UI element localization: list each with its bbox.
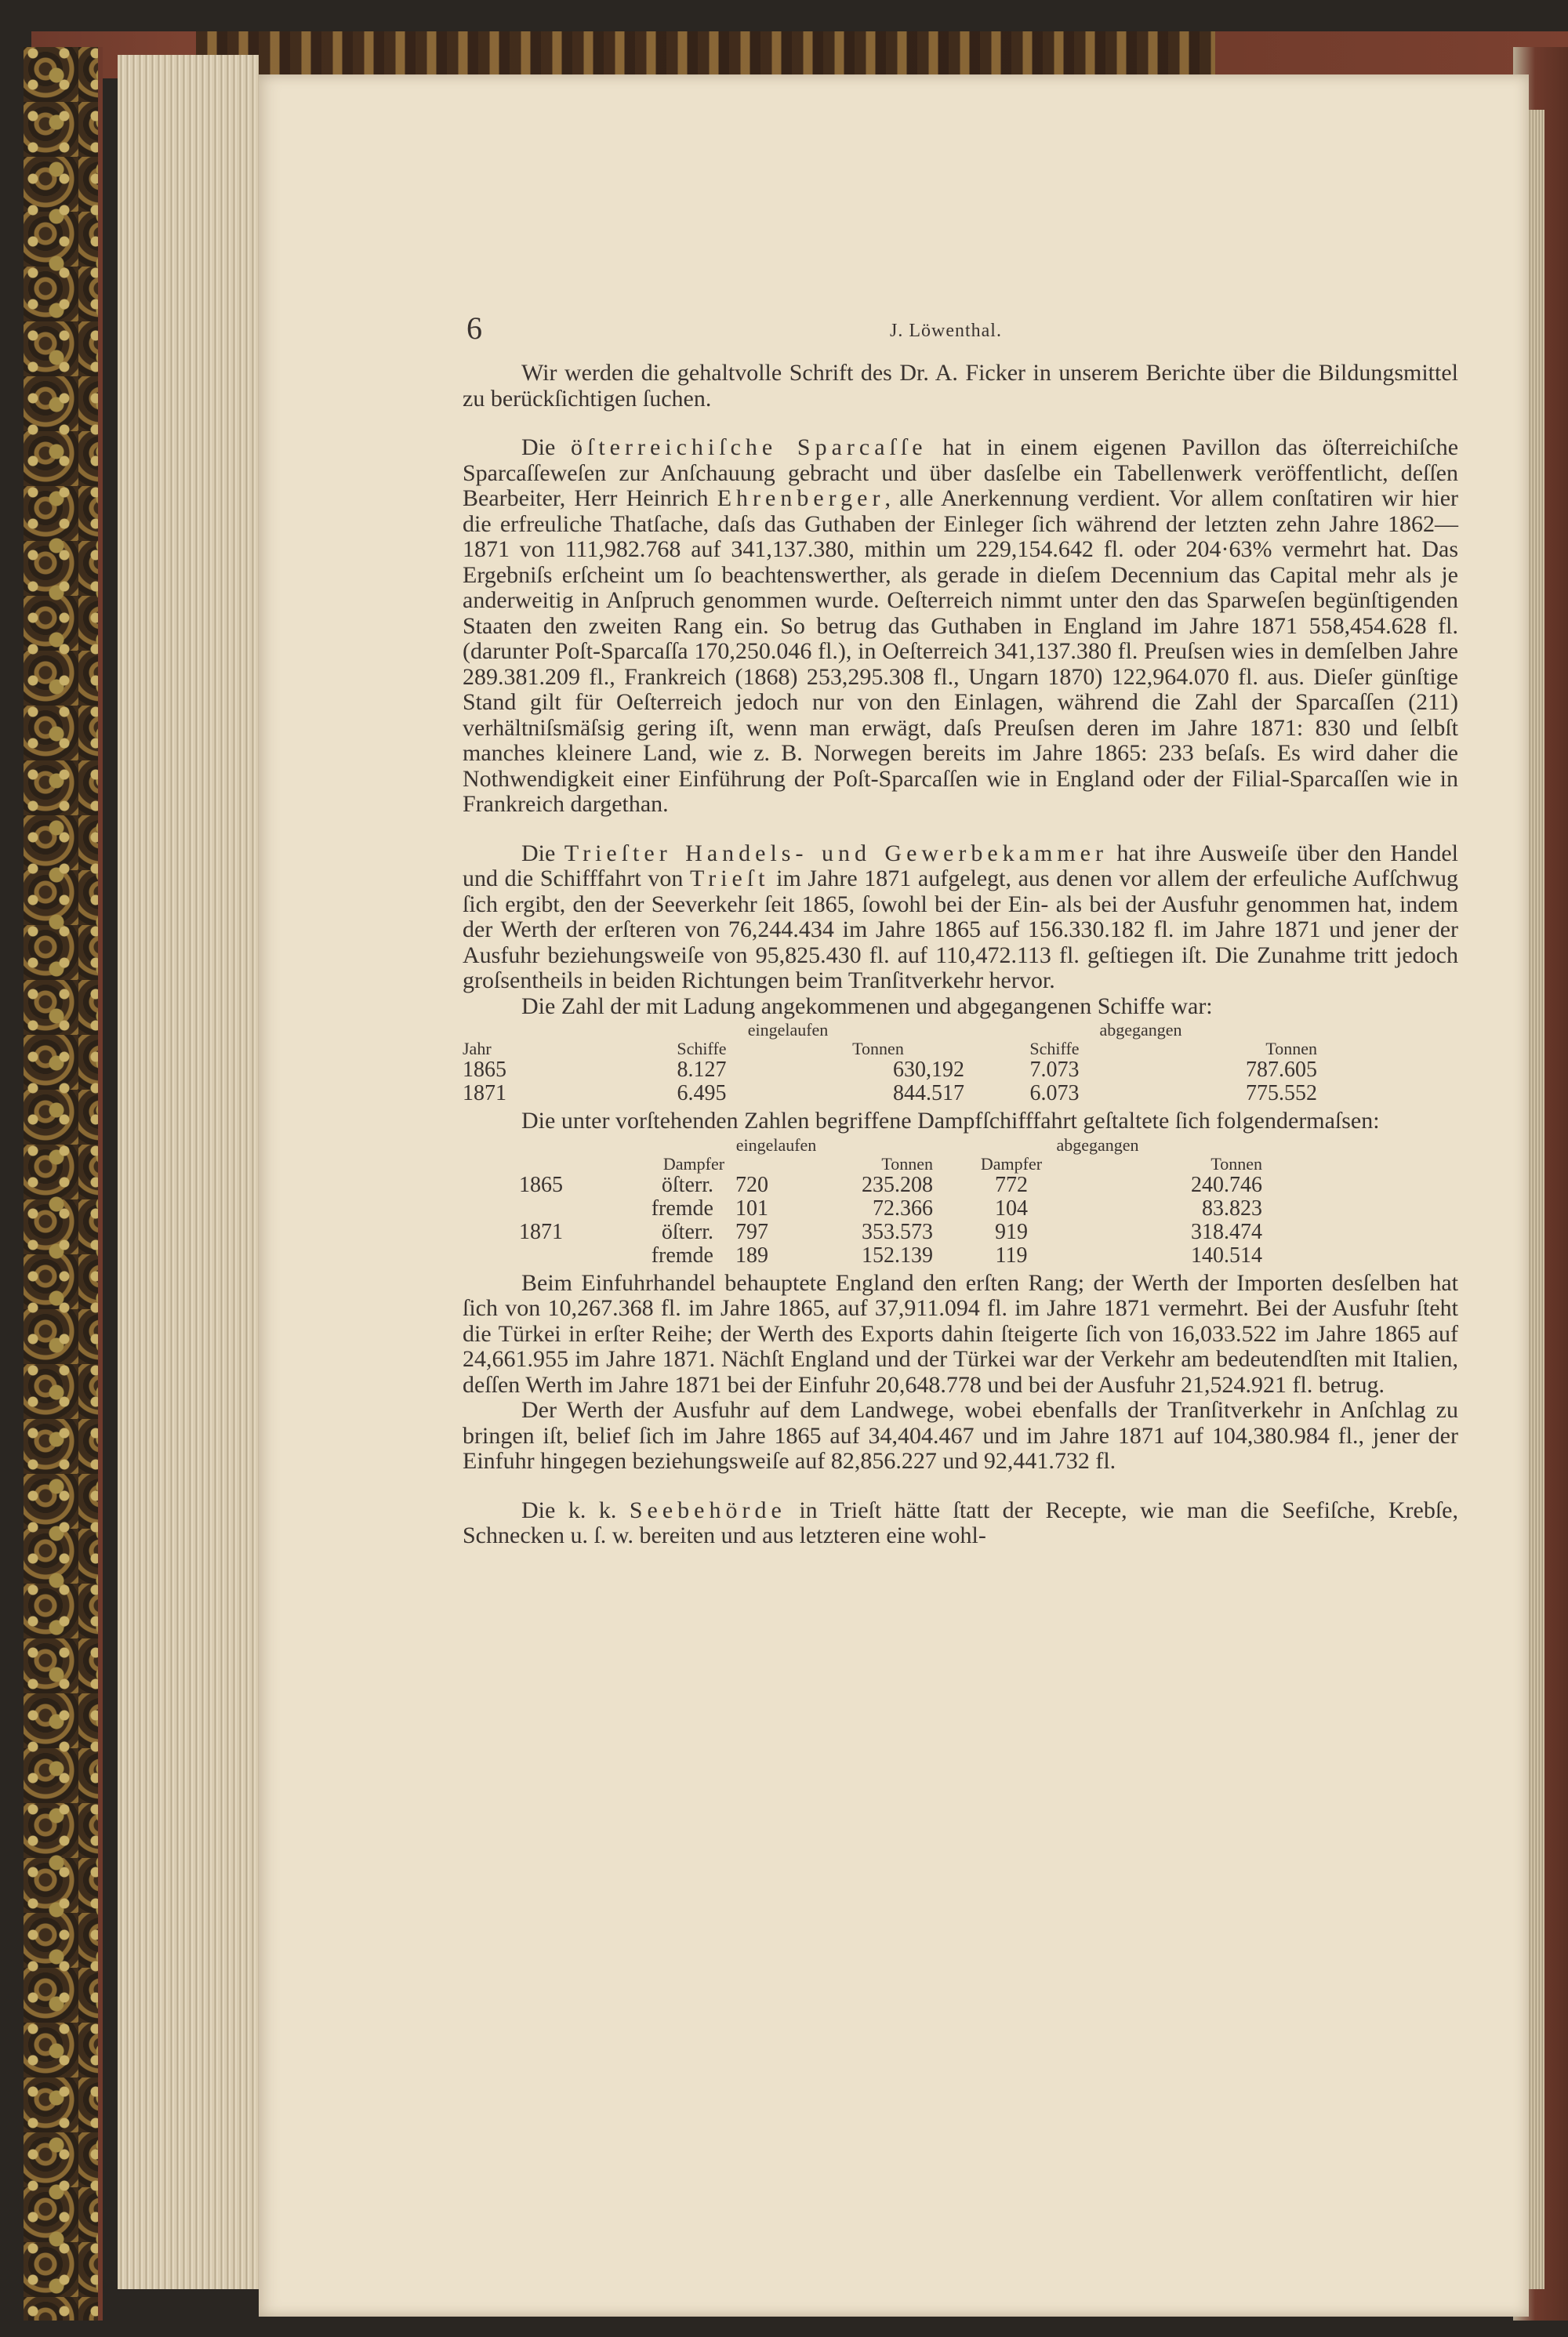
paragraph-handelskammer — [463, 841, 1458, 994]
institution-name: Seebehörde — [629, 1497, 786, 1523]
running-head: J. Löwenthal. — [890, 321, 1002, 341]
page-edges-left — [118, 55, 259, 2289]
cell-year: 1865 — [463, 1058, 506, 1082]
paragraph-import-trade: Beim Einfuhrhandel behauptete England den erſten Rang; der Werth der Importen desſelben hat ſich von 10,267.368 fl. im Jahre 1865, auf 37,911.094 fl. im Jahre 1871 vermehrt. Bei der Ausfuhr ſteht die Türkei in erſter Reihe; der Werth des Exports dahin ſteigerte ſich von 16,033.522 im Jahre 1865 auf 24,661.955 im Jahre 1871. Nächſt England und der Türkei war der Verkehr am bedeutendſten mit Italien, deſſen Werth im Jahre 1871 bei der Einfuhr 20,648.778 und bei der Ausfuhr 21,524.921 fl. betrug. — [463, 1269, 1458, 1398]
cell-steamers-out: 772 — [995, 1172, 1028, 1197]
col-header-steamers-in: Dampfer — [662, 1153, 725, 1174]
col-header-steamers-out: Dampfer — [980, 1153, 1043, 1174]
table-row — [463, 1174, 1458, 1197]
cell-ships-in: 6.495 — [677, 1081, 727, 1105]
cell-tons-out: 83.823 — [1202, 1196, 1262, 1221]
cell-flag: öſterr. — [661, 1172, 713, 1197]
text-segment: hat ihre Ausweiſe über den Handel und die Schifffahrt von — [463, 840, 1459, 891]
cell-tons-out: 318.474 — [1191, 1219, 1262, 1244]
cell-tons-out: 140.514 — [1191, 1243, 1262, 1268]
col-header-ships-in: Schiffe — [677, 1039, 727, 1058]
steamers-table — [463, 1136, 1458, 1268]
text-segment: , alle Anerkennung verdient. Vor allem conſtatiren wir hier die erfreuliche Thatſache, daſs das Guthaben der Einleger ſich während der letzten zehn Jahre 1862—1871 von 111,982.768 auf 341,137.380, mithin um 229,154.642 fl. oder 204·63% vermehrt hat. Das Ergebniſs erſcheint um ſo beachtenswerther, als gerade in dieſem Decennium das Capital mehr als je anderweitig in Anſpruch genommen wurde. Oeſterreich nimmt unter den das Sparweſen begünſtigenden Staaten den zweiten Rang ein. So betrug das Guthaben in England im Jahre 1871 558,454.628 fl. (darunter Poſt-Sparcaſſa 170,250.046 fl.), in Oeſterreich 341,137.380 fl. Preuſsen wies in demſelben Jahre 289.381.209 fl., Frankreich (1868) 253,295.308 fl., Ungarn 1870) 122,964.070 fl. aus. Dieſer günſtige Stand gilt für Oeſterreich jedoch nur von den Einlagen, während die Zahl der Sparcaſſen (211) verhältniſsmäſsig gering iſt, wenn man erwägt, daſs Preuſsen deren im Jahre 1871: 830 und ſelbſt manches kleinere Land, wie z. B. Norwegen bereits im Jahre 1865: 233 beſaſs. Es wird daher die Nothwendigkeit einer Einführung der Poſt-Sparcaſſen wie in England oder der Filial-Sparcaſſen wie in Frankreich dargethan. — [463, 485, 1459, 817]
person-name: Ehrenberger — [717, 485, 885, 511]
cell-tons-out: 775.552 — [1246, 1081, 1317, 1105]
table-row — [463, 1082, 1458, 1105]
cell-tons-in: 235.208 — [862, 1172, 933, 1197]
cell-year — [463, 1244, 619, 1268]
cell-flag: öſterr. — [661, 1219, 713, 1244]
cell-steamers-in: 189 — [735, 1243, 768, 1268]
col-header-tons-in: Tonnen — [881, 1153, 933, 1174]
paragraph-ships-intro: Die Zahl der mit Ladung angekommenen und abgegangenen Schiffe war: — [521, 992, 1213, 1019]
table-row — [463, 1058, 1458, 1082]
cell-tons-in: 72.366 — [873, 1196, 933, 1221]
group-label-out: abgegangen — [1056, 1134, 1139, 1155]
text-segment: hat in einem eigenen Pavillon das öſterreichiſche Sparcaſſeweſen zur Anſchauung gebracht und über dasſelbe ein Tabellenwerk veröffentlicht, deſſen Bearbeiter, Herr Heinrich — [463, 434, 1459, 511]
text-segment: im Jahre 1871 aufgelegt, aus denen vor allem der erfeuliche Aufſchwug ſich ergibt, den der Seeverkehr ſeit 1865, ſowohl bei der Ein- als bei der Ausfuhr genommen hat, indem der Werth der erſteren von 76,244.434 im Jahre 1865 auf 156.330.182 fl. im Jahre 1871 und jener der Ausfuhr beziehungsweiſe von 95,825.430 fl. auf 110,472.113 fl. geſtiegen iſt. Die Zunahme tritt jedoch groſsentheils in beiden Richtungen beim Tranſitverkehr hervor. — [463, 865, 1459, 993]
cell-steamers-out: 119 — [995, 1243, 1028, 1268]
institution-name: öſterreichiſche Sparcaſſe — [571, 434, 927, 460]
marbled-cover-left — [24, 47, 103, 2321]
col-header-tons-out: Tonnen — [1210, 1153, 1262, 1174]
institution-name: Trieſter Handels- und Gewerbekammer — [564, 840, 1108, 866]
table-header-row — [463, 1155, 1458, 1174]
text-lead: Die — [521, 840, 556, 866]
col-header-tons-out: Tonnen — [1265, 1039, 1317, 1058]
cell-ships-in: 8.127 — [677, 1058, 727, 1082]
marbled-edge-top — [196, 31, 1215, 74]
table-group-header-row — [463, 1021, 1458, 1040]
cell-steamers-out: 104 — [995, 1196, 1028, 1221]
cell-ships-out: 6.073 — [1029, 1081, 1080, 1105]
group-label-out: abgegangen — [1099, 1020, 1182, 1040]
page-header — [466, 310, 1462, 346]
cell-flag: fremde — [651, 1243, 713, 1268]
table-row — [463, 1244, 1458, 1268]
cell-steamers-out: 919 — [995, 1219, 1028, 1244]
paragraph-seebehoerde — [463, 1498, 1458, 1549]
cell-year: 1865 — [519, 1172, 563, 1197]
col-header-year: Jahr — [463, 1039, 492, 1058]
cell-flag: fremde — [651, 1196, 713, 1221]
table-row — [463, 1221, 1458, 1244]
cell-year: 1871 — [519, 1219, 563, 1244]
text-segment: in Trieſt hätte ſtatt der Recepte, wie man die Seefiſche, Krebſe, Schnecken u. ſ. w. bereiten und aus letzteren eine wohl- — [463, 1497, 1458, 1548]
paragraph-ficker: Wir werden die gehaltvolle Schrift des Dr. A. Ficker in unserem Berichte über die Bildungsmittel zu berückſichtigen ſuchen. — [463, 360, 1458, 412]
cell-tons-out: 787.605 — [1246, 1058, 1317, 1082]
cell-tons-in: 152.139 — [862, 1243, 933, 1268]
ships-table — [463, 1021, 1458, 1105]
cell-steamers-in: 797 — [735, 1219, 768, 1244]
page-number: 6 — [466, 310, 482, 346]
table-row — [463, 1197, 1458, 1221]
paragraph-sparcasse — [463, 435, 1458, 818]
table-group-header-row — [463, 1136, 1458, 1155]
cell-tons-out: 240.746 — [1191, 1172, 1262, 1197]
group-label-in: eingelaufen — [747, 1020, 829, 1040]
col-header-tons-in: Tonnen — [852, 1039, 904, 1058]
paragraph-land-trade: Der Werth der Ausfuhr auf dem Landwege, wobei ebenfalls der Tranſitverkehr in Anſchlag zu bringen iſt, belief ſich im Jahre 1865 auf 34,404.467 und im Jahre 1871 auf 104,380.984 fl., jener der Einfuhr hingegen beziehungsweiſe auf 82,856.227 und 92,441.732 fl. — [463, 1397, 1458, 1474]
col-header-ships-out: Schiffe — [1029, 1039, 1080, 1058]
cell-year — [463, 1197, 619, 1221]
paragraph-steamers-intro: Die unter vorſtehenden Zahlen begriffene Dampfſchifffahrt geſtaltete ſich folgendermaſsen: — [521, 1108, 1380, 1134]
group-label-in: eingelaufen — [735, 1134, 817, 1155]
text-lead: Die — [521, 434, 556, 460]
cell-tons-in: 353.573 — [862, 1219, 933, 1244]
cell-ships-out: 7.073 — [1029, 1058, 1080, 1082]
city-name: Trieſt — [689, 865, 770, 891]
cell-steamers-in: 101 — [735, 1196, 768, 1221]
text-lead: Die k. k. — [521, 1497, 617, 1523]
cell-steamers-in: 720 — [735, 1172, 768, 1197]
cell-year: 1871 — [463, 1081, 506, 1105]
cell-tons-in: 844.517 — [893, 1081, 964, 1105]
body-text — [463, 361, 1458, 1549]
table-header-row — [463, 1040, 1458, 1058]
cell-tons-in: 630,192 — [893, 1058, 964, 1082]
